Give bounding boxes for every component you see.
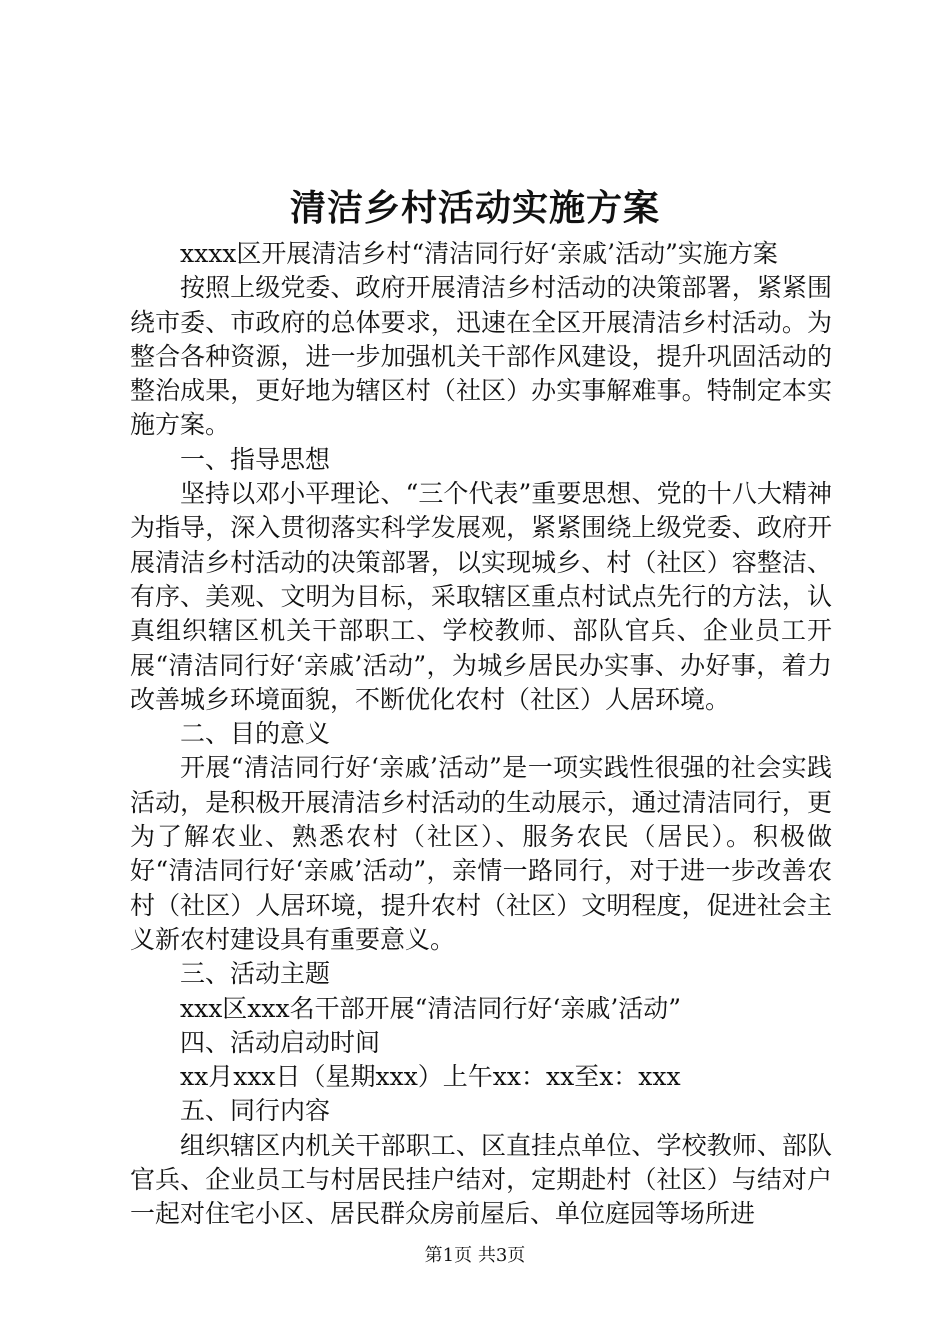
paragraph-intro-heading: xxxx区开展清洁乡村“清洁同行好‘亲戚’活动”实施方案: [180, 239, 778, 268]
paragraph-content: 组织辖区内机关干部职工、区直挂点单位、学校教师、部队官兵、企业员工与村居民挂户结对，定期赴村（社区）与结对户一起对住宅小区、居民群众房前屋后、单位庭园等场所进: [130, 1130, 832, 1229]
paragraph-start-time: xx月xxx日（星期xxx）上午xx：xx至x：xxx: [180, 1062, 681, 1092]
document-title: 清洁乡村活动实施方案: [289, 187, 660, 229]
paragraph-guiding-thought: 坚持以邓小平理论、“三个代表”重要思想、党的十八大精神为指导，深入贯彻落实科学发展观，紧紧围绕上级党委、政府开展清洁乡村活动的决策部署，以实现城乡、村（社区）容整洁、有序、美观、文明为目标，采取辖区重点村试点先行的方法，认真组织辖区机关干部职工、学校教师、部队官兵、企业员工开展“清洁同行好‘亲戚’活动”，为城乡居民办实事、办好事，着力改善城乡环境面貌，不断优化农村（社区）人居环境。: [130, 479, 832, 714]
section-heading-theme: 三、活动主题: [180, 959, 331, 989]
section-heading-content: 五、同行内容: [180, 1096, 331, 1126]
section-heading-purpose: 二、目的意义: [180, 719, 331, 749]
paragraph-purpose: 开展“清洁同行好‘亲戚’活动”是一项实践性很强的社会实践活动，是积极开展清洁乡村活动的生动展示，通过清洁同行，更为了解农业、熟悉农村（社区）、服务农民（居民）。积极做好“清洁同行好‘亲戚’活动”，亲情一路同行，对于进一步改善农村（社区）人居环境，提升农村（社区）文明程度，促进社会主义新农村建设具有重要意义。: [130, 753, 832, 954]
page-footer: 第1页 共3页: [424, 1245, 526, 1266]
paragraph-intro: 按照上级党委、政府开展清洁乡村活动的决策部署，紧紧围绕市委、市政府的总体要求，迅速在全区开展清洁乡村活动。为整合各种资源，进一步加强机关干部作风建设，提升巩固活动的整治成果，更好地为辖区村（社区）办实事解难事。特制定本实施方案。: [130, 273, 832, 440]
section-heading-guiding-thought: 一、指导思想: [180, 444, 331, 474]
paragraph-theme: xxx区xxx名干部开展“清洁同行好‘亲戚’活动”: [180, 993, 682, 1023]
document-body: [130, 237, 832, 1232]
section-heading-start-time: 四、活动启动时间: [180, 1027, 381, 1057]
